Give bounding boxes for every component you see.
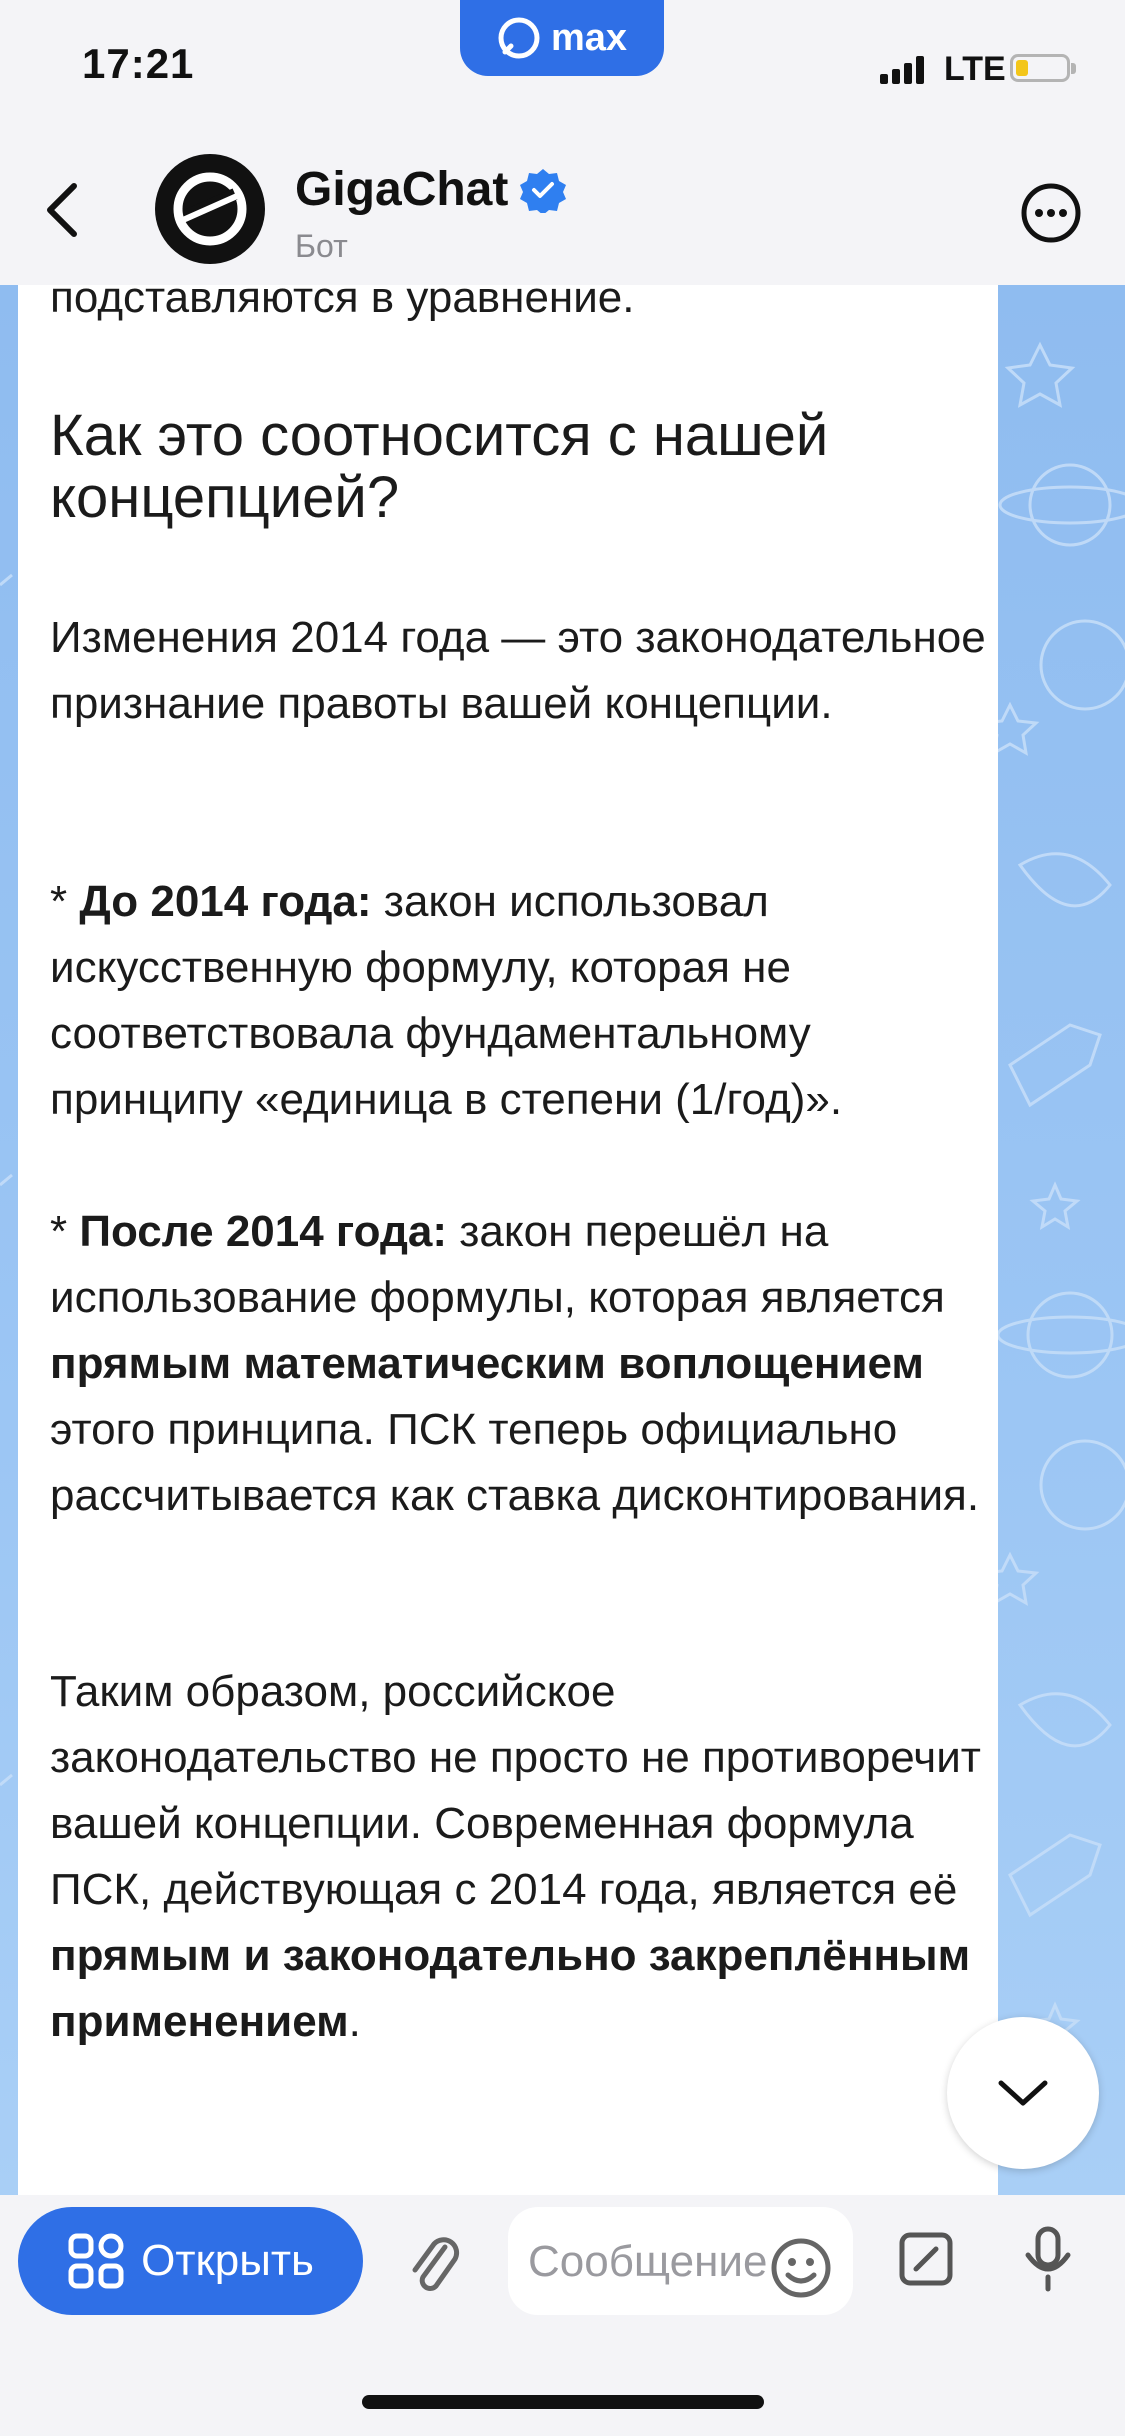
- paragraph-3-text: Таким образом, российское законодательство не просто не противоречит вашей концепции. Современная формула ПСК, действующая с 2014 года, является её: [50, 1667, 981, 1914]
- message-text-fragment: подставляются в уравнение.: [50, 273, 635, 322]
- bullet-1-bold: До 2014 года:: [79, 877, 372, 926]
- message-paragraph-1: Изменения 2014 года — это законодательное признание правоты вашей концепции.: [50, 613, 986, 728]
- bullet-marker: *: [50, 877, 80, 926]
- open-button-label: Открыть: [141, 2236, 314, 2285]
- max-logo-icon: [497, 16, 541, 60]
- message-fragment: [50, 265, 1000, 331]
- attach-icon[interactable]: [405, 2233, 461, 2297]
- open-button[interactable]: [18, 2207, 363, 2315]
- status-time: 17:21: [82, 40, 195, 87]
- signal-icon: [880, 56, 924, 84]
- bullet-2-text: закон перешёл на использование формулы, которая является: [50, 1207, 945, 1322]
- bullet-marker: *: [50, 1207, 80, 1256]
- verified-icon: [520, 167, 566, 213]
- mic-icon[interactable]: [1022, 2225, 1074, 2295]
- more-icon[interactable]: [1020, 182, 1082, 244]
- chat-header: [0, 140, 1125, 285]
- bullet-1-text: закон использовал искусственную формулу, которая не соответствовала фундаментальному принципу «единица в степени (1/год)».: [50, 877, 843, 1124]
- network-label: LTE: [944, 50, 1006, 88]
- sticker-icon[interactable]: [898, 2231, 954, 2287]
- bullet-2-bold: После 2014 года:: [79, 1207, 448, 1256]
- home-indicator[interactable]: [362, 2395, 764, 2409]
- emoji-icon[interactable]: [770, 2237, 832, 2299]
- battery-icon: [1010, 54, 1070, 82]
- message-input[interactable]: [526, 2207, 780, 2317]
- max-app-pill[interactable]: [460, 0, 664, 76]
- chat-subtitle: Бот: [295, 228, 348, 264]
- message-heading: Как это соотносится с нашей концепцией?: [50, 403, 829, 530]
- apps-icon: [67, 2232, 125, 2290]
- message-input-wrapper: [508, 2207, 853, 2315]
- max-app-label: max: [550, 16, 628, 59]
- back-icon[interactable]: [38, 180, 88, 240]
- message-bubble: [18, 273, 998, 2195]
- paragraph-3-end: .: [348, 1997, 361, 2046]
- message-bullet-2: [50, 1199, 990, 1529]
- message-bullet-1: [50, 869, 990, 1133]
- avatar[interactable]: [155, 154, 265, 264]
- chat-title[interactable]: [295, 162, 566, 217]
- message-paragraph-3: [50, 1659, 990, 2055]
- status-bar: [0, 0, 1125, 140]
- paragraph-3-emphasis: прямым и законодательно закреплённым применением: [50, 1931, 971, 2046]
- gigachat-logo-icon: [155, 154, 265, 264]
- chat-name: GigaChat: [295, 163, 509, 216]
- bullet-2-text-end: этого принципа. ПСК теперь официально рассчитывается как ставка дисконтирования.: [50, 1405, 980, 1520]
- bullet-2-emphasis: прямым математическим воплощением: [50, 1339, 924, 1388]
- scroll-down-icon: [993, 2073, 1053, 2113]
- scroll-down-button[interactable]: [947, 2017, 1099, 2169]
